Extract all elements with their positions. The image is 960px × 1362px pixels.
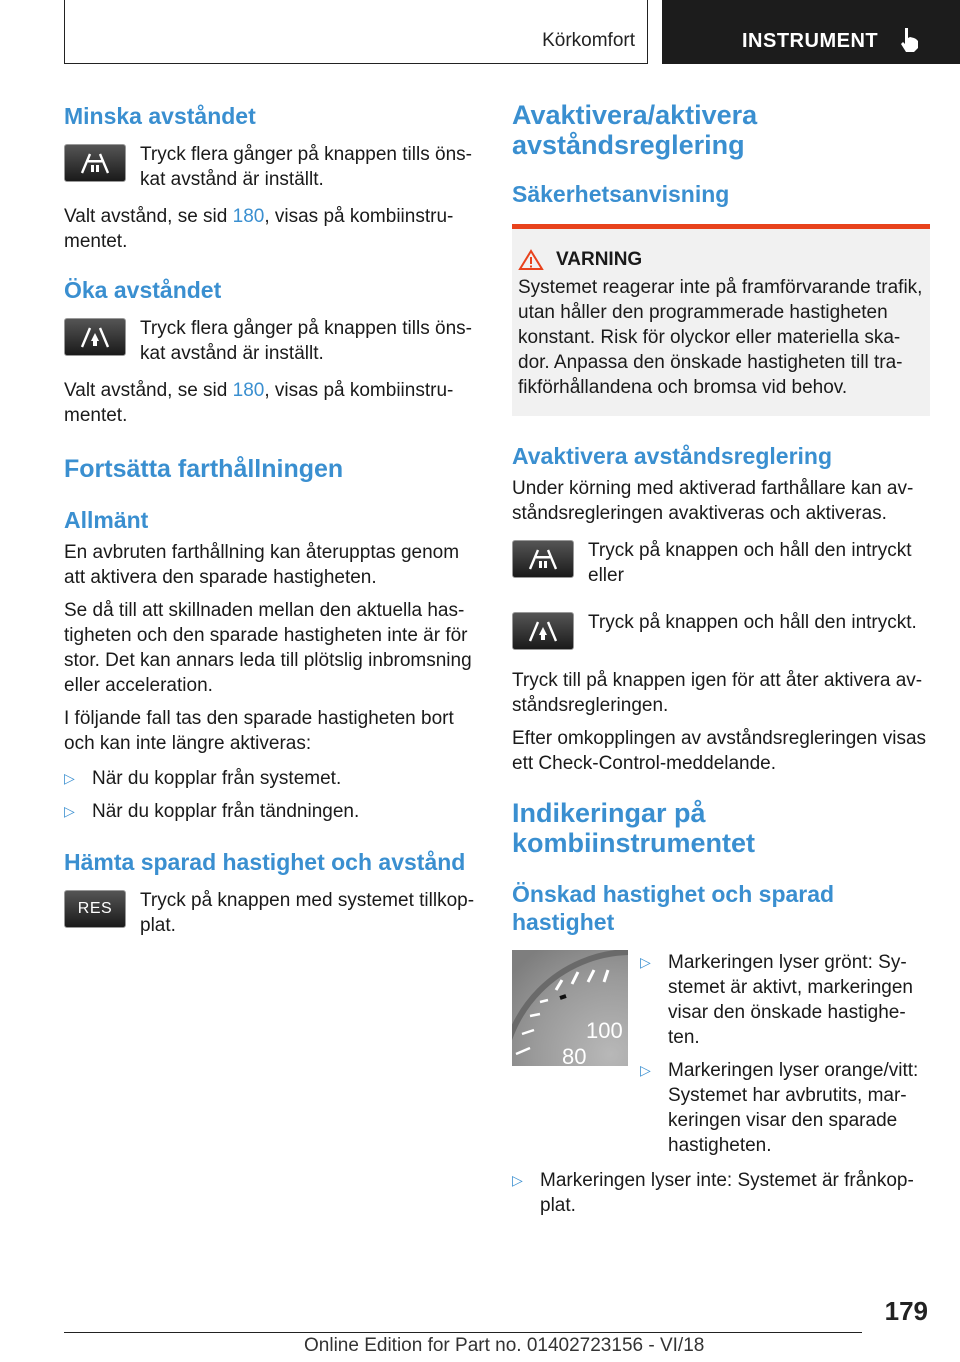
avakt-instruction-2 (512, 610, 930, 650)
minska-text: Tryck flera gånger på knappen tills öns-kat avstånd är inställt. (140, 144, 472, 190)
heading-hamta: Hämta sparad hastighet och avstånd (64, 849, 466, 875)
under-korning-text: Under körning med aktiverad farthållare kan av-ståndsregleringen avaktiveras och aktiveras. (512, 478, 914, 524)
distance-road-icon (77, 151, 113, 175)
distance-road-arrows-icon (77, 325, 113, 349)
hamta-text: Tryck på knappen med systemet tillkop-plat. (140, 890, 475, 936)
avakt-text-1: Tryck på knappen och håll den intryckt eller (588, 540, 912, 586)
list-item: ▷ När du kopplar från systemet. (64, 768, 342, 789)
heading-sakerhet: Säkerhetsanvisning (512, 181, 730, 207)
allmant-p1: En avbruten farthållning kan återupptas genom att aktivera den sparade hastigheten. (64, 542, 460, 588)
allmant-p3: I följande fall tas den sparade hastigheten bort och kan inte längre aktiveras: (64, 708, 454, 754)
page-link-180-b[interactable]: 180 (232, 380, 265, 401)
distance-arrows-button[interactable] (512, 612, 574, 650)
list-item: ▷ Markeringen lyser inte: Systemet är frånkop-plat. (512, 1170, 914, 1216)
list-item: ▷ Markeringen lyser orange/vitt: Systemet har avbrutits, mar-keringen visar den sparade hastigheten. (640, 1060, 919, 1156)
heading-allmant: Allmänt (64, 507, 149, 533)
hand-pointer-icon (898, 26, 920, 54)
heading-indikeringar: Indikeringar på kombiinstrumentet (512, 798, 756, 858)
warning-triangle-icon (518, 249, 544, 271)
heading-oka: Öka avståndet (64, 277, 222, 303)
valt-avstand-text-1: Valt avstånd, se sid 180, visas på kombiinstru-mentet. (64, 206, 454, 252)
distance-decrease-button[interactable] (64, 144, 126, 182)
footer-divider (64, 1332, 862, 1333)
page-link-180[interactable]: 180 (232, 206, 265, 227)
distance-increase-button[interactable] (64, 318, 126, 356)
triangle-bullet-icon: ▷ (640, 1062, 651, 1078)
heading-avaktivera-aktivera: Avaktivera/aktivera avståndsreglering (512, 100, 758, 160)
chapter-tab[interactable] (662, 0, 960, 64)
triangle-bullet-icon: ▷ (64, 770, 75, 786)
res-button[interactable]: RES (64, 890, 126, 928)
chapter-title: INSTRUMENT (742, 30, 879, 52)
footer-edition: Online Edition for Part no. 01402723156 - VI/18 (304, 1335, 705, 1356)
gauge-label-80: 80 (562, 1044, 587, 1066)
warning-box (512, 224, 930, 416)
allmant-p2: Se då till att skillnaden mellan den aktuella has-tigheten och den sparade hastigheten inte är för stor. Det kan annars leda till plötslig inbromsning eller acceleration. (64, 600, 472, 696)
oka-text: Tryck flera gånger på knappen tills öns-kat avstånd är inställt. (140, 318, 472, 364)
speedometer-image (512, 950, 628, 1066)
list-item: ▷ Markeringen lyser grönt: Sy-stemet är aktivt, markeringen visar den önskade hastighe-ten. (640, 952, 913, 1048)
page-number: 179 (884, 1296, 928, 1326)
distance-road-icon (525, 547, 561, 571)
warning-header (518, 249, 924, 271)
triangle-bullet-icon: ▷ (64, 803, 75, 819)
header-section-box (64, 0, 648, 64)
heading-onskad: Önskad hastighet och sparad hastighet (512, 881, 835, 935)
indikering-list (640, 950, 930, 1158)
avakt-text-2: Tryck på knappen och håll den intryckt. (588, 612, 917, 633)
warning-text: Systemet reagerar inte på framförvarande trafik, utan håller den programmerade hastigheten konstant. Risk för olyckor eller materiella ska-dor. Anpassa den önskade hastigheten till tra-fikförhållandena och bromsa vid behov. (518, 277, 923, 398)
heading-minska: Minska avståndet (64, 103, 256, 129)
right-column (512, 100, 930, 1218)
gauge-label-100: 100 (586, 1018, 623, 1043)
tryck-till-text: Tryck till på knappen igen för att åter aktivera av-ståndsregleringen. (512, 670, 923, 716)
minska-instruction (64, 142, 482, 192)
triangle-bullet-icon: ▷ (640, 954, 651, 970)
valt-avstand-text-2: Valt avstånd, se sid 180, visas på kombiinstru-mentet. (64, 380, 454, 426)
section-title: Körkomfort (542, 30, 635, 51)
efter-text: Efter omkopplingen av avståndsregleringen visas ett Check-Control-meddelande. (512, 728, 927, 774)
left-column (64, 100, 482, 938)
avakt-instruction-1 (512, 538, 930, 588)
indikering-block (512, 950, 930, 1158)
distance-button[interactable] (512, 540, 574, 578)
list-item: ▷ När du kopplar från tändningen. (64, 801, 360, 822)
triangle-bullet-icon: ▷ (512, 1172, 523, 1188)
heading-fortsatta: Fortsätta farthållningen (64, 455, 344, 483)
heading-avaktivera: Avaktivera avståndsreglering (512, 443, 833, 469)
distance-road-arrows-icon (525, 619, 561, 643)
hamta-instruction (64, 888, 482, 938)
oka-instruction (64, 316, 482, 366)
warning-title: VARNING (556, 249, 643, 270)
